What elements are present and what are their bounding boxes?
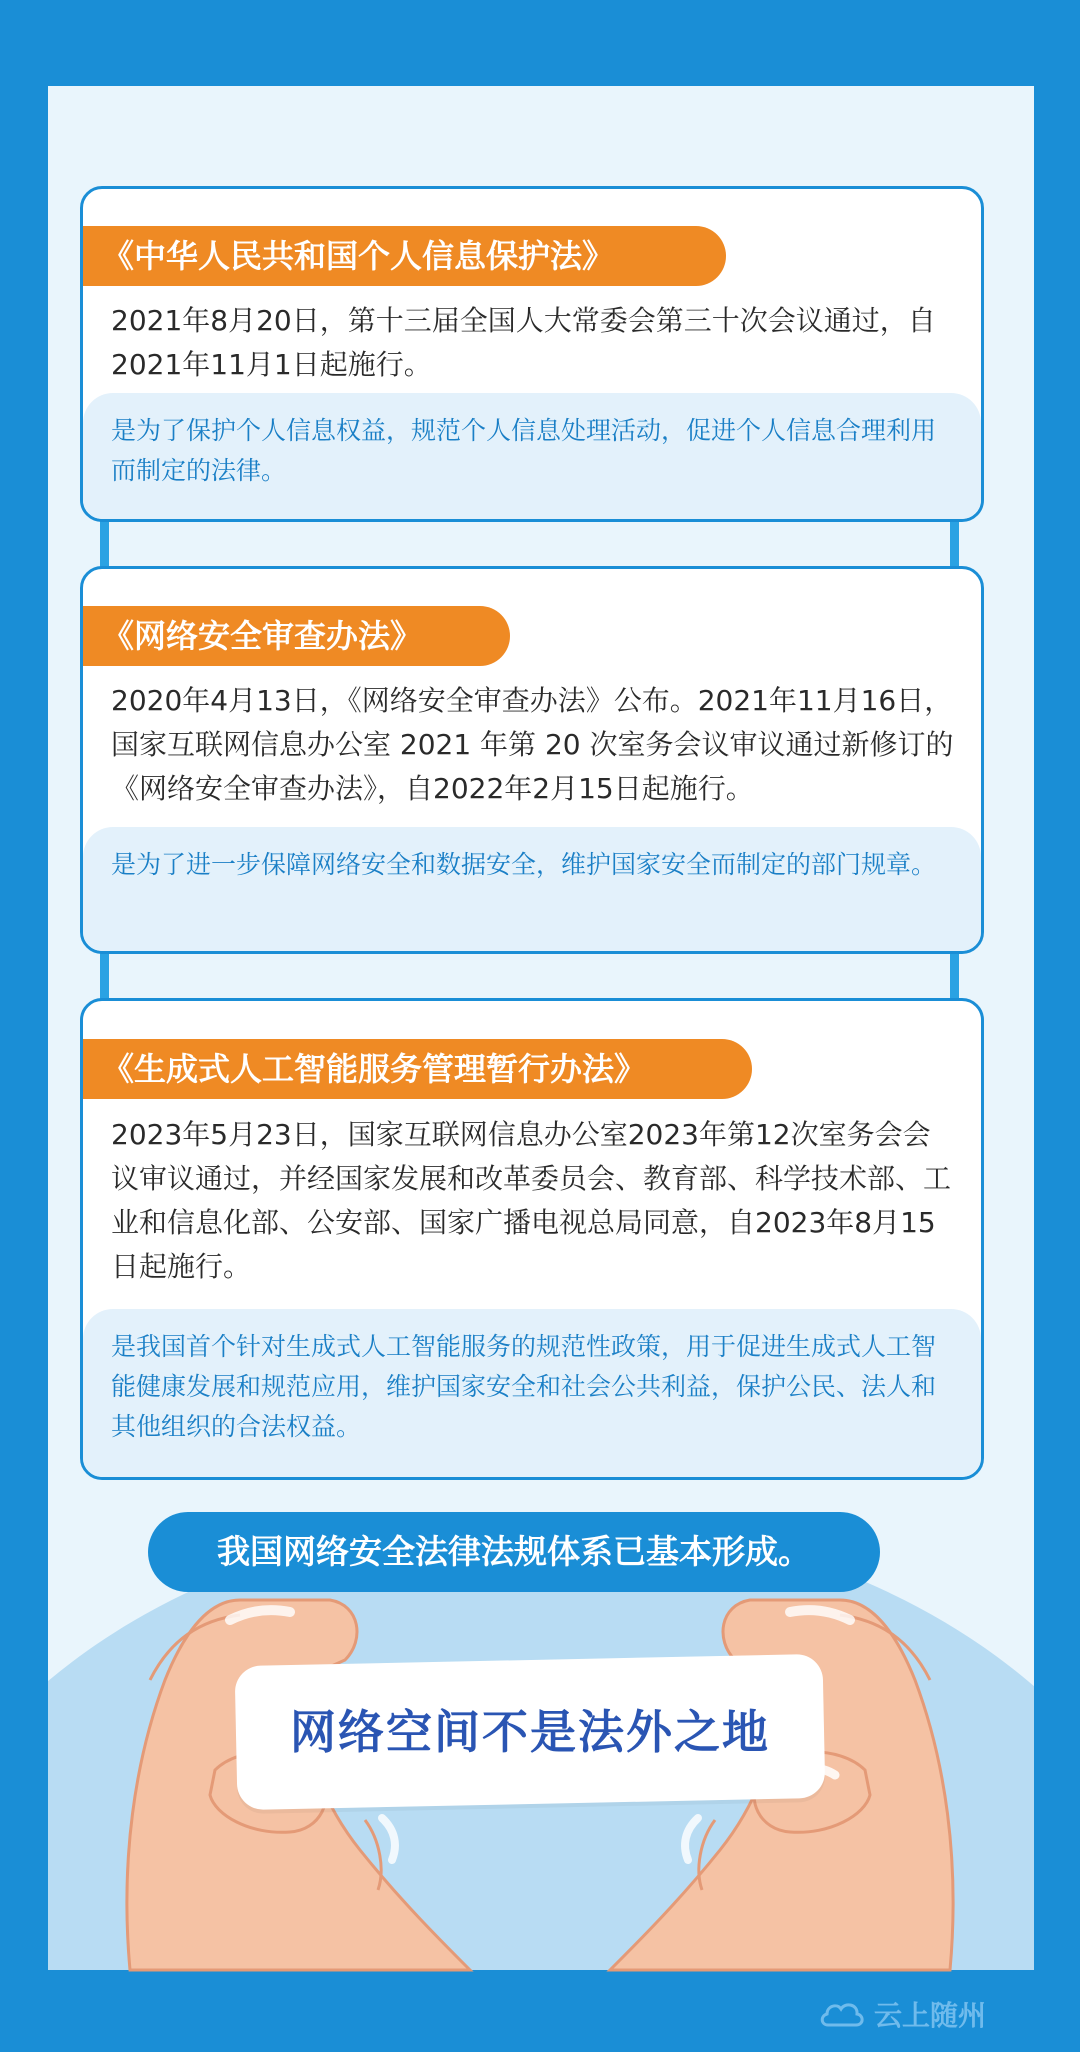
- law-enactment: 2023年5月23日，国家互联网信息办公室2023年第12次室务会会议审议通过，并经国家发展和改革委员会、教育部、科学技术部、工业和信息化部、公安部、国家广播电视总局同意，自2023年8月15日起施行。: [111, 1118, 952, 1283]
- summary-banner: 我国网络安全法律法规体系已基本形成。: [148, 1512, 880, 1592]
- law-purpose: 是为了保护个人信息权益，规范个人信息处理活动，促进个人信息合理利用而制定的法律。: [83, 393, 981, 519]
- law-purpose: 是为了进一步保障网络安全和数据安全，维护国家安全而制定的部门规章。: [83, 827, 981, 951]
- sign-text: 网络空间不是法外之地: [290, 1705, 770, 1759]
- logo-text: 云上随州: [874, 1999, 987, 2032]
- law-enactment: 2020年4月13日，《网络安全审查办法》公布。2021年11月16日，国家互联网信息办公室 2021 年第 20 次室务会议审议通过新修订的《网络安全审查办法》，自2022年2月15日起施行。: [111, 684, 954, 805]
- law-title: 《生成式人工智能服务管理暂行办法》: [80, 1039, 752, 1099]
- law-title: 《中华人民共和国个人信息保护法》: [80, 226, 726, 286]
- watermark-logo: [818, 1994, 986, 2034]
- law-enactment: 2021年8月20日，第十三届全国人大常委会第三十次会议通过，自2021年11月1日起施行。: [111, 304, 936, 381]
- law-purpose: 是我国首个针对生成式人工智能服务的规范性政策，用于促进生成式人工智能健康发展和规范应用，维护国家安全和社会公共利益，保护公民、法人和其他组织的合法权益。: [83, 1309, 981, 1477]
- cloud-icon: [818, 1997, 866, 2031]
- law-title: 《网络安全审查办法》: [80, 606, 510, 666]
